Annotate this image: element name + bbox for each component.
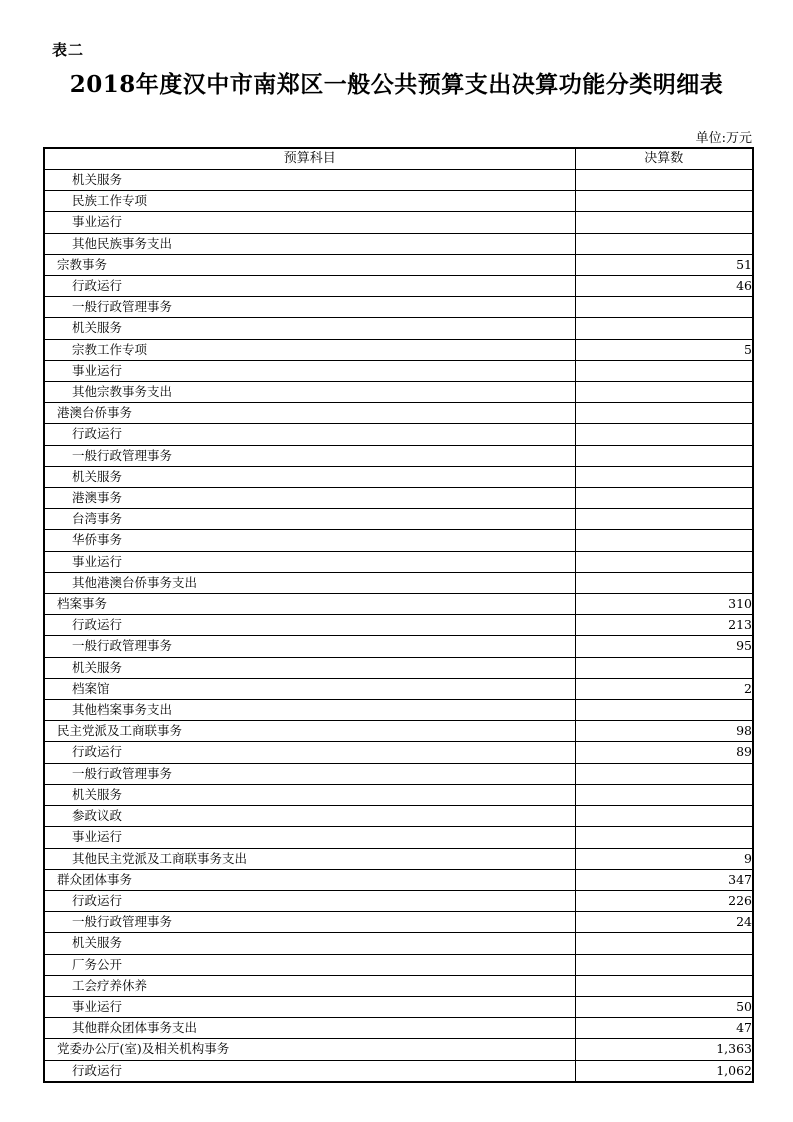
subject-cell: 机关服务 (44, 933, 575, 954)
subject-cell: 行政运行 (44, 615, 575, 636)
table-label: 表二 (52, 41, 85, 59)
value-cell: 24 (575, 912, 753, 933)
subject-cell: 民主党派及工商联事务 (44, 721, 575, 742)
subject-cell: 事业运行 (44, 360, 575, 381)
subject-cell: 宗教事务 (44, 254, 575, 275)
value-cell: 47 (575, 1018, 753, 1039)
subject-cell: 台湾事务 (44, 509, 575, 530)
table-row (44, 784, 753, 805)
table-row (44, 382, 753, 403)
value-cell: 50 (575, 996, 753, 1017)
subject-cell: 群众团体事务 (44, 869, 575, 890)
subject-cell: 行政运行 (44, 890, 575, 911)
value-cell: 226 (575, 890, 753, 911)
table-row (44, 1060, 753, 1082)
value-cell: 89 (575, 742, 753, 763)
table-row (44, 297, 753, 318)
table-row (44, 488, 753, 509)
subject-cell: 港澳台侨事务 (44, 403, 575, 424)
subject-cell: 宗教工作专项 (44, 339, 575, 360)
subject-cell: 档案事务 (44, 594, 575, 615)
value-cell (575, 551, 753, 572)
subject-cell: 民族工作专项 (44, 191, 575, 212)
subject-cell: 行政运行 (44, 742, 575, 763)
table-row (44, 869, 753, 890)
subject-cell: 其他群众团体事务支出 (44, 1018, 575, 1039)
value-cell: 1,363 (575, 1039, 753, 1060)
table-row (44, 191, 753, 212)
value-cell (575, 509, 753, 530)
value-cell (575, 657, 753, 678)
table-row (44, 594, 753, 615)
table-row (44, 276, 753, 297)
subject-cell: 其他民族事务支出 (44, 233, 575, 254)
subject-cell: 厂务公开 (44, 954, 575, 975)
subject-cell: 行政运行 (44, 424, 575, 445)
value-cell (575, 424, 753, 445)
value-cell (575, 360, 753, 381)
subject-cell: 一般行政管理事务 (44, 297, 575, 318)
table-row (44, 170, 753, 191)
subject-cell: 机关服务 (44, 784, 575, 805)
subject-cell: 行政运行 (44, 276, 575, 297)
table-row (44, 848, 753, 869)
table-row (44, 509, 753, 530)
subject-cell: 机关服务 (44, 318, 575, 339)
value-cell (575, 784, 753, 805)
value-cell: 2 (575, 678, 753, 699)
table-row (44, 572, 753, 593)
table-row (44, 360, 753, 381)
subject-cell: 一般行政管理事务 (44, 636, 575, 657)
budget-table (43, 147, 754, 1083)
subject-cell: 事业运行 (44, 212, 575, 233)
table-row (44, 996, 753, 1017)
table-row (44, 657, 753, 678)
subject-cell: 参政议政 (44, 806, 575, 827)
column-header-value: 决算数 (575, 148, 753, 170)
subject-cell: 党委办公厅(室)及相关机构事务 (44, 1039, 575, 1060)
value-cell: 46 (575, 276, 753, 297)
value-cell (575, 954, 753, 975)
table-row (44, 890, 753, 911)
value-cell (575, 382, 753, 403)
table-row (44, 254, 753, 275)
value-cell: 98 (575, 721, 753, 742)
unit-note: 单位:万元 (695, 131, 752, 146)
table-row (44, 954, 753, 975)
value-cell: 51 (575, 254, 753, 275)
subject-cell: 华侨事务 (44, 530, 575, 551)
table-row (44, 742, 753, 763)
value-cell (575, 212, 753, 233)
table-row (44, 530, 753, 551)
value-cell (575, 827, 753, 848)
value-cell (575, 403, 753, 424)
page-title: 2018年度汉中市南郑区一般公共预算支出决算功能分类明细表 (69, 71, 724, 98)
value-cell: 310 (575, 594, 753, 615)
value-cell (575, 318, 753, 339)
table-row (44, 424, 753, 445)
table-row (44, 615, 753, 636)
table-row (44, 912, 753, 933)
value-cell (575, 488, 753, 509)
value-cell (575, 233, 753, 254)
subject-cell: 行政运行 (44, 1060, 575, 1082)
subject-cell: 机关服务 (44, 466, 575, 487)
value-cell (575, 170, 753, 191)
table-row (44, 721, 753, 742)
table-row (44, 318, 753, 339)
table-row (44, 551, 753, 572)
subject-cell: 其他民主党派及工商联事务支出 (44, 848, 575, 869)
table-row (44, 1018, 753, 1039)
table-row (44, 975, 753, 996)
table-row (44, 933, 753, 954)
value-cell (575, 975, 753, 996)
subject-cell: 档案馆 (44, 678, 575, 699)
value-cell (575, 191, 753, 212)
table-row (44, 806, 753, 827)
value-cell (575, 933, 753, 954)
value-cell (575, 297, 753, 318)
value-cell: 9 (575, 848, 753, 869)
subject-cell: 事业运行 (44, 827, 575, 848)
table-row (44, 678, 753, 699)
subject-cell: 事业运行 (44, 996, 575, 1017)
subject-cell: 一般行政管理事务 (44, 763, 575, 784)
subject-cell: 工会疗养休养 (44, 975, 575, 996)
subject-cell: 机关服务 (44, 170, 575, 191)
subject-cell: 港澳事务 (44, 488, 575, 509)
subject-cell: 机关服务 (44, 657, 575, 678)
value-cell (575, 445, 753, 466)
value-cell (575, 572, 753, 593)
value-cell: 1,062 (575, 1060, 753, 1082)
value-cell (575, 700, 753, 721)
subject-cell: 一般行政管理事务 (44, 912, 575, 933)
table-row (44, 403, 753, 424)
table-row (44, 466, 753, 487)
table-row (44, 339, 753, 360)
table-row (44, 1039, 753, 1060)
value-cell (575, 763, 753, 784)
value-cell: 213 (575, 615, 753, 636)
value-cell (575, 466, 753, 487)
table-row (44, 233, 753, 254)
value-cell (575, 806, 753, 827)
subject-cell: 其他档案事务支出 (44, 700, 575, 721)
value-cell (575, 530, 753, 551)
header-row (44, 148, 753, 170)
subject-cell: 其他港澳台侨事务支出 (44, 572, 575, 593)
table-row (44, 827, 753, 848)
value-cell: 347 (575, 869, 753, 890)
subject-cell: 事业运行 (44, 551, 575, 572)
table-row (44, 636, 753, 657)
table-row (44, 445, 753, 466)
table-row (44, 212, 753, 233)
table-row (44, 700, 753, 721)
value-cell: 5 (575, 339, 753, 360)
value-cell: 95 (575, 636, 753, 657)
subject-cell: 一般行政管理事务 (44, 445, 575, 466)
table-row (44, 763, 753, 784)
column-header-subject: 预算科目 (44, 148, 575, 170)
subject-cell: 其他宗教事务支出 (44, 382, 575, 403)
